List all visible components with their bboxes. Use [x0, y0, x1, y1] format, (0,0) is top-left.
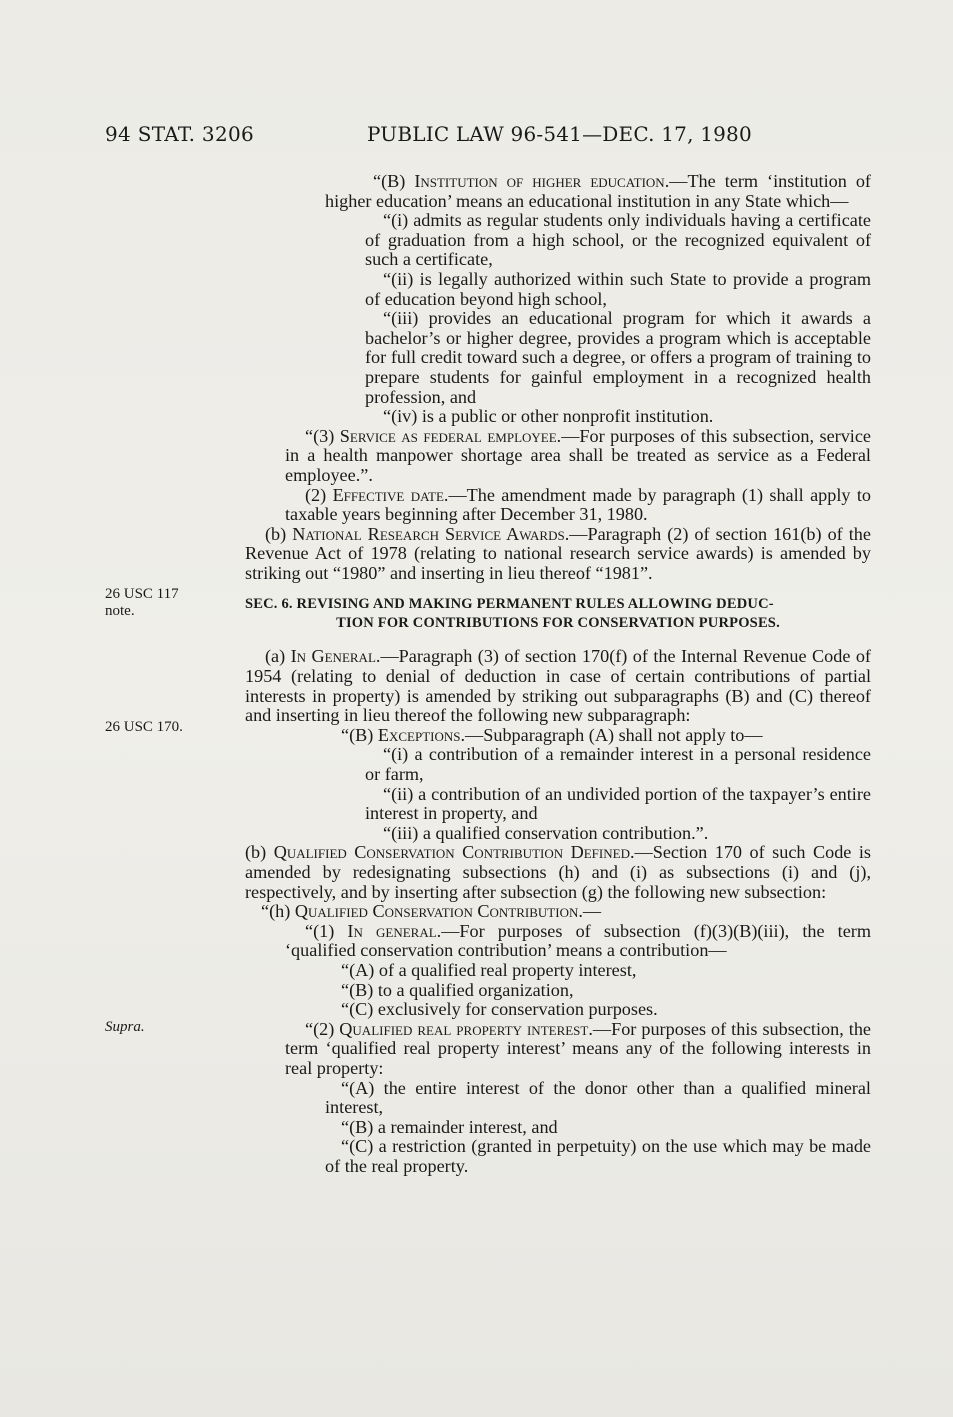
h2-subparagraph-c: “(C) a restriction (granted in perpetuity) on the use which may be made of the real property.	[325, 1136, 871, 1176]
paragraph-h2-qualified-real-property-interest: “(2) Qualified real property interest.—For purposes of this subsection, the term ‘qualified real property interest’ means any of the following interests in real property:	[285, 1018, 871, 1078]
margin-note-supra: Supra.	[105, 1019, 145, 1035]
h1-subparagraph-b: “(B) to a qualified organization,	[341, 979, 574, 1000]
section-6-heading: SEC. 6. REVISING AND MAKING PERMANENT RULES ALLOWING DEDUC- TION FOR CONTRIBUTIONS FOR CONSERVATION PURPOSES.	[245, 596, 780, 632]
page-header	[105, 122, 895, 158]
subsection-qualified-conservation-contribution-defined: (b) Qualified Conservation Contribution Defined.—Section 170 of such Code is amended by redesignating subsections (h) and (i) as subsections (i) and (j), respectively, and by inserting after subsection (g) the following new subsection:	[245, 842, 871, 902]
margin-note-usc-170: 26 USC 170.	[105, 719, 183, 735]
subsection-national-research-service-awards: (b) National Research Service Awards.—Paragraph (2) of section 161(b) of the Revenue Act of 1978 (relating to national research service awards) is amended by striking out “1980” and inserting in lieu thereof “1981”.	[245, 523, 871, 583]
exception-clause-iii: “(iii) a qualified conservation contribution.”.	[383, 822, 709, 843]
statute-citation: 94 STAT. 3206	[105, 122, 255, 146]
exception-clause-ii: “(ii) a contribution of an undivided portion of the taxpayer’s entire interest in property, and	[365, 783, 871, 824]
clause-ii: “(ii) is legally authorized within such State to provide a program of education beyond high school,	[365, 268, 871, 309]
subsection-h-heading: “(h) Qualified Conservation Contribution.—	[261, 901, 602, 922]
clause-iii: “(iii) provides an educational program for which it awards a bachelor’s or higher degree, provides a program which is acceptable for full credit toward such a degree, or offers a program of training to prepare students for gainful employment in a recognized health profession, and	[365, 308, 871, 407]
exception-clause-i: “(i) a contribution of a remainder interest in a personal residence or farm,	[365, 744, 871, 785]
paragraph-service-federal-employee: “(3) Service as federal employee.—For purposes of this subsection, service in a health manpower shortage area shall be treated as service as a Federal employee.”.	[285, 425, 871, 485]
h1-subparagraph-c: “(C) exclusively for conservation purposes.	[341, 999, 658, 1020]
subparagraph-exceptions: “(B) Exceptions.—Subparagraph (A) shall not apply to—	[341, 724, 763, 745]
clause-iv: “(iv) is a public or other nonprofit institution.	[383, 406, 714, 427]
h2-subparagraph-a: “(A) the entire interest of the donor other than a qualified mineral interest,	[325, 1077, 871, 1118]
clause-i: “(i) admits as regular students only individuals having a certificate of graduation from a high school, or the recognized equivalent of such a certificate,	[365, 210, 871, 270]
document-body	[245, 172, 871, 1177]
h1-subparagraph-a: “(A) of a qualified real property interest,	[341, 959, 637, 980]
margin-note-usc-117: 26 USC 117 note.	[105, 586, 179, 619]
paragraph-institution-higher-education: “(B) Institution of higher education.—The term ‘institution of higher education’ means an educational institution in any State which—	[325, 171, 871, 211]
h2-subparagraph-b: “(B) a remainder interest, and	[341, 1116, 558, 1137]
subsection-in-general: (a) In General.—Paragraph (3) of section 170(f) of the Internal Revenue Code of 1954 (relating to denial of deduction in case of certain contributions of partial interests in property) is amended by striking out subparagraphs (B) and (C) thereof and inserting in lieu thereof the following new subparagraph:	[245, 646, 871, 726]
paragraph-h1-in-general: “(1) In general.—For purposes of subsection (f)(3)(B)(iii), the term ‘qualified conservation contribution’ means a contribution—	[285, 920, 871, 961]
paragraph-effective-date: (2) Effective date.—The amendment made by paragraph (1) shall apply to taxable years beginning after December 31, 1980.	[285, 484, 871, 525]
public-law-title: PUBLIC LAW 96-541—DEC. 17, 1980	[367, 122, 752, 146]
